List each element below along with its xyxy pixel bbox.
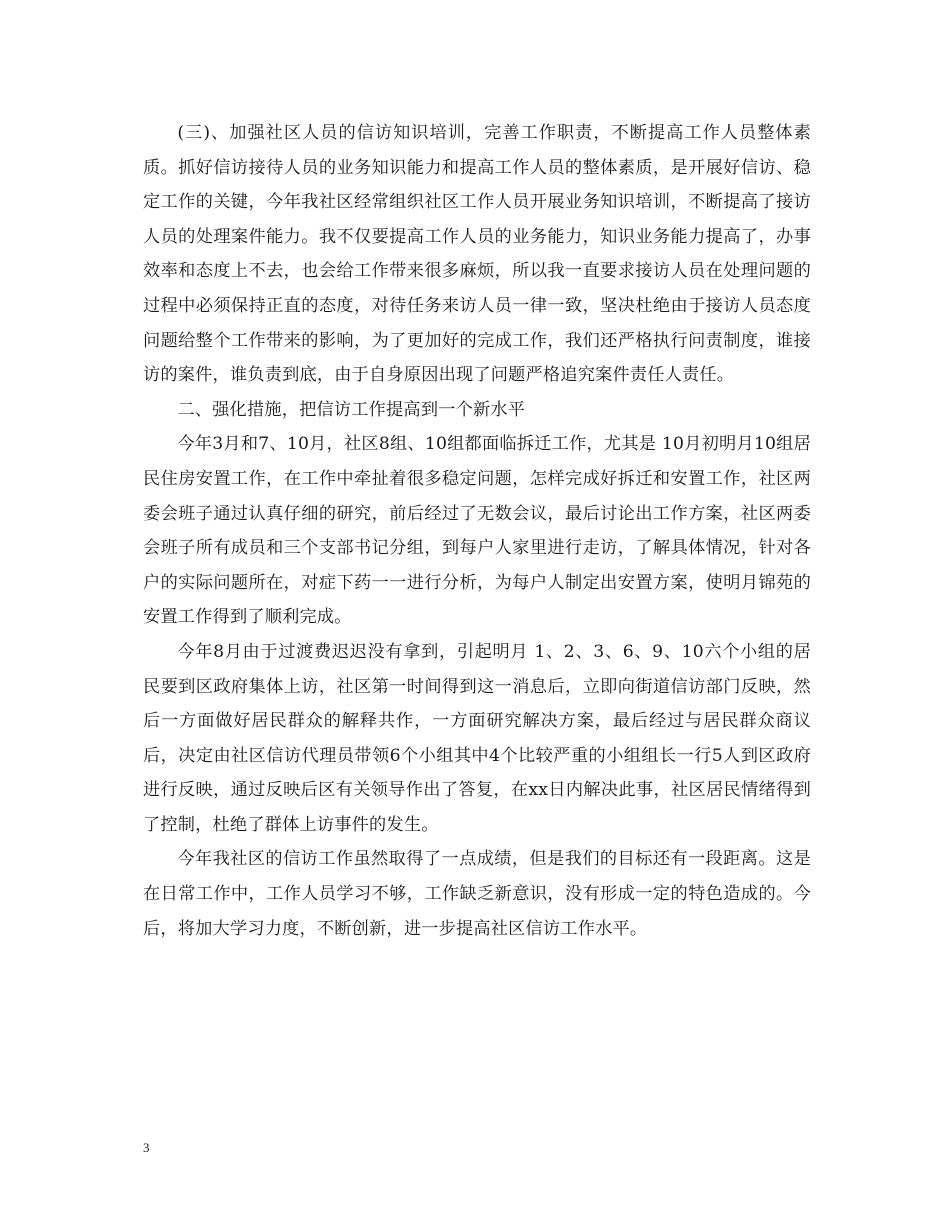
page-number: 3	[143, 1140, 150, 1155]
paragraph-conclusion: 今年我社区的信访工作虽然取得了一点成绩，但是我们的目标还有一段距离。这是在日常工作中，工作人员学习不够，工作缺乏新意识，没有形成一定的特色造成的。今后，将加大学习力度，不断创新，进一步提高社区信访工作水平。	[143, 849, 811, 939]
paragraph-relocation: 今年3月和7、10月，社区8组、10组都面临拆迁工作，尤其是 10月初明月10组居民住房安置工作，在工作中牵扯着很多稳定问题，怎样完成好拆迁和安置工作，社区两委会班子通过认真仔细的研究，前后经过了无数会议，最后讨论出工作方案，社区两委会班子所有成员和三个支部书记分组，到每户人家里进行走访，了解具体情况，针对各户的实际问题所在，对症下药一一进行分析，为每户人制定出安置方案，使明月锦苑的安置工作得到了顺利完成。	[143, 434, 811, 628]
paragraph-training: (三)、加强社区人员的信访知识培训，完善工作职责，不断提高工作人员整体素质。抓好信访接待人员的业务知识能力和提高工作人员的整体素质，是开展好信访、稳定工作的关键，今年我社区经常组织社区工作人员开展业务知识培训，不断提高了接访人员的处理案件能力。我不仅要提高工作人员的业务能力，知识业务能力提高了，办事效率和态度上不去，也会给工作带来很多麻烦，所以我一直要求接访人员在处理问题的过程中必须保持正直的态度，对待任务来访人员一律一致，坚决杜绝由于接访人员态度问题给整个工作带来的影响，为了更加好的完成工作，我们还严格执行问责制度，谁接访的案件，谁负责到底，由于自身原因出现了问题严格追究案件责任人责任。	[143, 123, 811, 386]
document-body	[143, 116, 811, 946]
section-heading: 二、强化措施，把信访工作提高到一个新水平	[177, 399, 526, 420]
paragraph-petition: 今年8月由于过渡费迟迟没有拿到，引起明月 1、2、3、6、9、10六个小组的居民要到区政府集体上访，社区第一时间得到这一消息后，立即向街道信访部门反映，然后一方面做好居民群众的解释共作，一方面研究解决方案，最后经过与居民群众商议后，决定由社区信访代理员带领6个小组其中4个比较严重的小组组长一行5人到区政府进行反映，通过反映后区有关领导作出了答复，在xx日内解决此事，社区居民情绪得到了控制，杜绝了群体上访事件的发生。	[143, 641, 811, 835]
